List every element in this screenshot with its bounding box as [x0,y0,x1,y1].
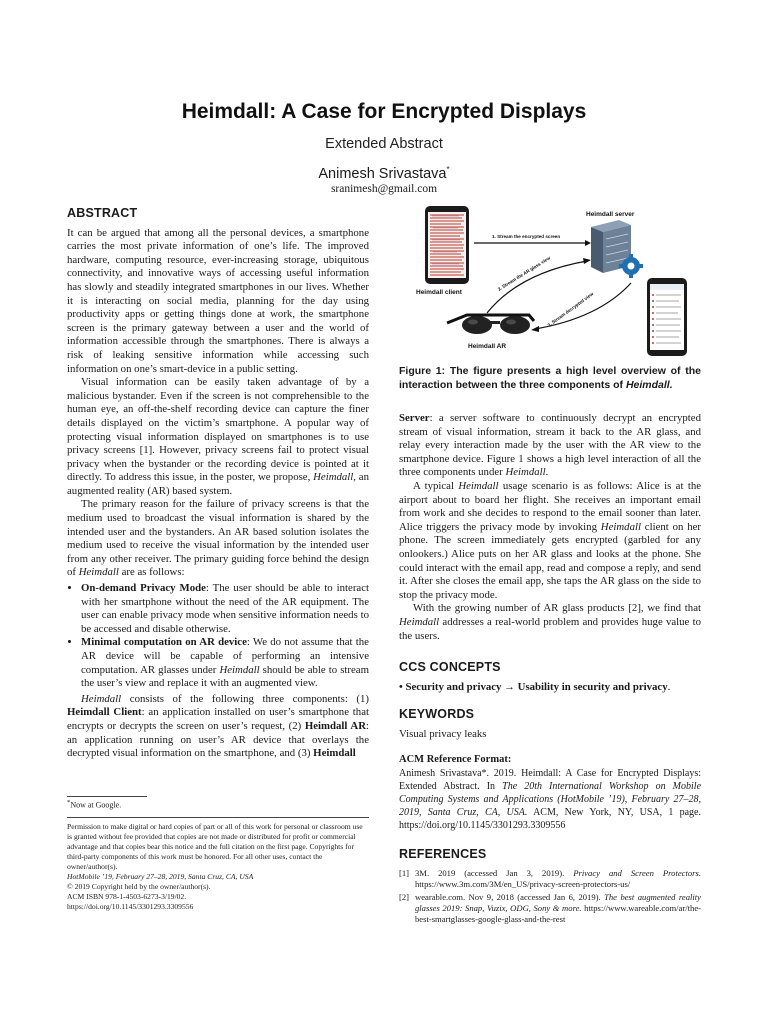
author-email[interactable]: sranimesh@gmail.com [330,183,438,195]
doi-link[interactable]: https://doi.org/10.1145/3301293.3309556 [67,902,194,911]
abstract-heading: ABSTRACT [67,206,138,220]
architecture-diagram [399,203,701,358]
permission-text: Permission to make digital or hard copies of part or all of this work for personal or classroom use is granted without fee provided that copies are not made or distributed for profit or commercial advantage and that copies bear this notice and the full citation on the first page. Copyrights for third-party components of this work must be honored. For all other uses, contact the owner/author(s). [67,822,363,871]
footnote-rule [67,796,147,797]
isbn-line: ACM ISBN 978-1-4503-6273-3/19/02. [67,892,187,901]
scenario-paragraph: A typical Heimdall usage scenario is as follows: Alice is at the airport about to board her flight. She receives an important email from work and she decides to respond to the email sooner than later. Alice triggers the privacy mode by invoking Heimdall client on her phone. The screen immediately gets encrypted (garbled for any onlookers.) Alice puts on her AR glass and looks at the phone. She could interact with the email app, read and compose a reply, and send it. After she closes the email app, she taps the AR glass on the side to stop the privacy mode. [399,479,702,601]
server-paragraph: Server: a server software to continuously decrypt an encrypted stream of visual information, stream it back to the AR glass, and relay every interaction made by the user with the AR view to the smartphone device. Figure 1 shows a high level interaction of all the three components under Heimdall. [399,412,701,479]
right-column [399,365,701,927]
growth-paragraph: With the growing number of AR glass products [2], we find that Heimdall addresses a real-world problem and provides huge value to the users. [399,602,701,642]
arrow-encrypted-stream [474,240,591,246]
reference-item: [1] 3M. 2019 (accessed Jan 3, 2019). Privacy and Screen Protectors. https://www.3m.com/3M/en_US/privacy-screen-protectors-us/ [399,867,701,889]
abstract-paragraph-3: The primary reason for the failure of privacy screens is that the medium used to broadcast the visual information is shared by the intended user and the bystanders. An AR based solution isolates the medium used to receive the visual information by the intended user from any other receiver. The primary guiding force behind the design of Heimdall are as follows: [67,498,369,579]
keywords-text: Visual privacy leaks [399,727,487,740]
paper-title: Heimdall: A Case for Encrypted Displays [181,100,587,123]
acm-reference-heading: ACM Reference Format: [399,754,512,766]
abstract-paragraph-4: Heimdall consists of the following three components: (1) Heimdall Client: an application installed on user’s smartphone that encrypts or decrypts the screen on user’s request, (2) Heimdall AR: an application running on user’s AR device that overlays the decrypted visual information on the smartphone, and (3) Heimdall [67,692,369,760]
acm-reference-text: Animesh Srivastava*. 2019. Heimdall: A Case for Encrypted Displays: Extended Abstract. In The 20th International Workshop on Mobile Computing Systems and Applications (HotMobile ’19), February 27–28, 2019, Santa Cruz, CA, USA. ACM, New York, NY, USA, 1 page. https://doi.org/10.1145/3301293.3309556 [399,768,702,832]
server-label: Heimdall server [586,211,635,218]
decrypted-phone-icon [647,278,687,356]
arrow2-label: 2. Stream the AR glass view [496,255,552,292]
arrow3-label: 3. Stream decrypted view [546,291,595,328]
references-heading: REFERENCES [399,847,487,862]
reference-item: [2] wearable.com. Nov 9, 2018 (accessed Jan 6, 2019). The best augmented reality glasses 2019: Snap, Vuzix, ODG, Sony & more. https://www.wareable.com/ar/the-best-smartglasses-google-glass-and-the-rest [399,891,701,924]
author-name: Animesh Srivastava* [318,165,450,182]
ar-glasses-icon [447,315,534,334]
ar-label: Heimdall AR [468,343,507,350]
list-item: • Minimal computation on AR device: We do not assume that the AR device will be capable of performing an intensive computation. AR glasses under Heimdall should be able to stream the user’s view and replace it with an augmented view. [81,636,369,690]
paper-subtitle: Extended Abstract [325,136,443,152]
ccs-heading: CCS CONCEPTS [399,660,501,675]
client-phone-icon [425,206,469,284]
arrow-decrypted-view [531,283,631,332]
copyright-line: © 2019 Copyright held by the owner/author(s). [67,882,211,891]
design-goals-list [67,582,369,691]
list-item: • On-demand Privacy Mode: The user should be able to interact with her smartphone without the need of the AR equipment. The user can enable privacy mode when sensitive information needs to be accessed and disable otherwise. [81,582,369,636]
references-list [399,868,701,925]
figure-1 [399,203,701,358]
arrow1-label: 1. Stream the encrypted screen [492,234,561,239]
abstract-paragraph-2: Visual information can be easily taken advantage of by a malicious bystander. Even if the screen is not comprehensible to the human eye, an off-the-shelf recording device can capture the finer details displayed on the victim’s smartphone. A popular way of protecting visual information displayed on smartphones is to use privacy screens [1]. However, privacy screens fail to protect visual privacy when the bystander or the recording device is pointed at it directly. To address this issue, in the poster, we propose, Heimdall, an augmented reality (AR) based system. [67,376,369,497]
client-label: Heimdall client [416,289,462,296]
abstract-paragraph-1: It can be argued that among all the personal devices, a smartphone carries the most private information of one’s life. The improved hardware, computing resource, ever-increasing storage, ubiquitous connectivity, and innovative ways of accessing useful information has slowly and steadily integrated smartphones in our lives. Whether it is interacting on social media, planning for the day using productivity apps or getting things done at work, the smartphone screen is the primary gateway between a user and the world of information accessible through the smartphones. There is always a risk of leaking sensitive information while accessing such information on one’s smart-device in a public setting. [67,226,369,375]
venue-line: HotMobile ’19, February 27–28, 2019, Santa Cruz, CA, USA [67,872,254,881]
ccs-concept: • Security and privacy → Usability in security and privacy. [399,680,671,693]
permission-block [67,817,369,912]
footnote: *Now at Google. [67,799,122,810]
left-column [67,207,369,761]
figure-caption: Figure 1: The figure presents a high level overview of the interaction between the three components of Heimdall. [399,365,701,391]
keywords-heading: KEYWORDS [399,707,475,722]
